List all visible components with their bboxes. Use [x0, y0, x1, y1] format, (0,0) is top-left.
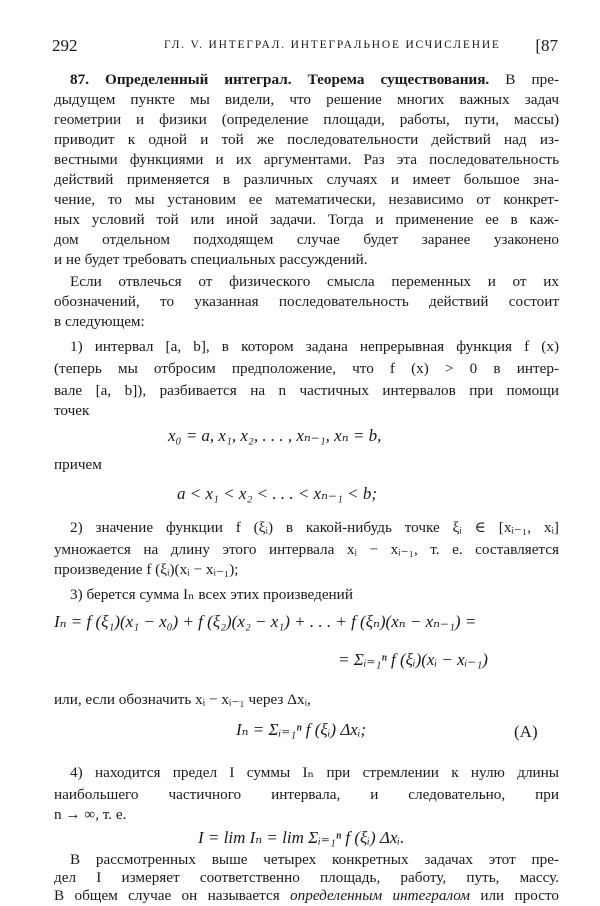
p2-line: Если отвлечься от физического смысла переменных и от их [70, 273, 559, 290]
formula-partition-points: x₀ = a, x₁, x₂, . . . , xₙ₋₁, xₙ = b, [168, 426, 382, 445]
formula-A: Iₙ = Σᵢ₌₁ⁿ f (ξᵢ) Δxᵢ; [236, 720, 367, 739]
step1-line: точек [54, 402, 90, 419]
step2-line: 2) значение функции f (ξᵢ) в какой-нибудь точке ξᵢ ∈ [xᵢ₋₁, xᵢ] [70, 519, 559, 536]
step4-line: 4) находится предел I суммы Iₙ при стремлении к нулю длины [70, 764, 559, 781]
last-para-line: В рассмотренных выше четырех конкретных задачах этот пре- [70, 851, 559, 868]
section-reference: [87 [535, 36, 558, 55]
word-prichem: причем [54, 456, 102, 473]
page-number: 292 [52, 36, 78, 55]
p1-line-1: 87. Определенный интеграл. Теорема существования. В пре- [70, 71, 559, 88]
page-header [52, 36, 558, 58]
formula-A-label: (A) [514, 722, 538, 741]
step4-line: n → ∞, т. е. [54, 806, 127, 823]
last-para-line: дел I измеряет соответственно площадь, работу, путь, массу. [54, 869, 559, 886]
p1-line: геометрии и физики (определение площади, работы, пути, массы) [54, 111, 559, 128]
running-head: ГЛ. V. ИНТЕГРАЛ. ИНТЕГРАЛЬНОЕ ИСЧИСЛЕНИЕ [164, 39, 501, 51]
step1-line: вале [a, b]), разбивается на n частичных интервалов при помощи [54, 382, 559, 399]
p1-line: действий применяется в различных случаях и имеет большое зна- [54, 171, 559, 188]
p1-line: и не будет требовать специальных рассуждений. [54, 251, 368, 268]
step2-line: произведение f (ξᵢ)(xᵢ − xᵢ₋₁); [54, 561, 239, 578]
step4-line: наибольшего частичного интервала, и следовательно, при [54, 786, 559, 803]
step2-line: умножается на длину этого интервала xᵢ − xᵢ₋₁, т. е. составляется [54, 541, 559, 558]
p1-line: чение, то мы установим ее математически, независимо от конкрет- [54, 191, 559, 208]
p1-line: дом отдельном подходящем случае будет заранее узаконено [54, 231, 559, 248]
formula-sum-line-1: Iₙ = f (ξ₁)(x₁ − x₀) + f (ξ₂)(x₂ − x₁) + . . . + f (ξₙ)(xₙ − xₙ₋₁) = [54, 612, 477, 631]
p1-line: приводит к одной и той же последовательности действий над из- [54, 131, 559, 148]
p1-line: ных условий той или иной задачи. Тогда и применение ее в каж- [54, 211, 559, 228]
formula-sum-line-2: = Σᵢ₌₁ⁿ f (ξᵢ)(xᵢ − xᵢ₋₁) [338, 650, 488, 669]
step1-line: 1) интервал [a, b], в котором задана непрерывная функция f (x) [70, 338, 559, 355]
p2-line: в следующем: [54, 313, 145, 330]
formula-limit: I = lim Iₙ = lim Σᵢ₌₁ⁿ f (ξᵢ) Δxᵢ. [198, 828, 405, 847]
term-definite-integral: определенным интегралом [290, 887, 470, 904]
p1-line: вестными функциями и их аргументами. Раз эта последовательность [54, 151, 559, 168]
formula-ordering: a < x₁ < x₂ < . . . < xₙ₋₁ < b; [177, 484, 377, 503]
p2-line: обозначений, то указанная последовательность действий состоит [54, 293, 559, 310]
text-or-denote: или, если обозначить xᵢ − xᵢ₋₁ через Δxᵢ, [54, 691, 311, 708]
step1-line: (теперь мы отбросим предположение, что f (x) > 0 в интер- [54, 360, 559, 377]
last-para-line: В общем случае он называется определенным интегралом или просто [54, 887, 559, 904]
section-heading: 87. Определенный интеграл. Теорема существования. [70, 71, 490, 88]
step3-line: 3) берется сумма Iₙ всех этих произведений [70, 586, 353, 603]
p1-line: дыдущем пункте мы видели, что решение многих важных задач [54, 91, 559, 108]
